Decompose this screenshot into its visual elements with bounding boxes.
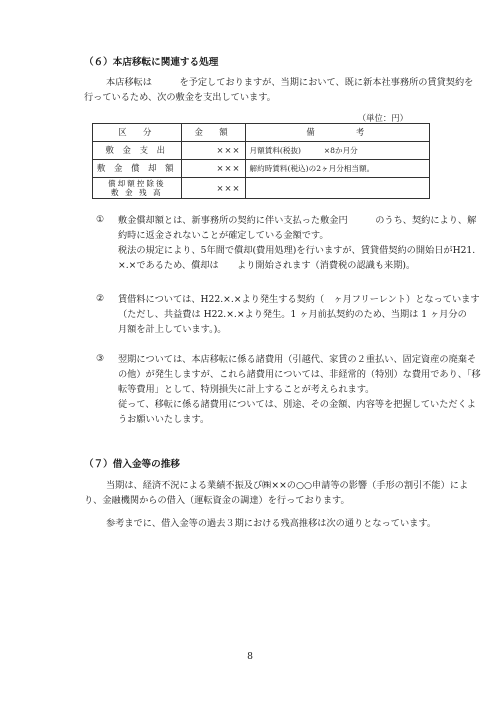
table-row	[93, 160, 430, 178]
page-number: 8	[247, 651, 253, 662]
section-7-paragraph-2	[106, 516, 436, 531]
row-note	[245, 178, 429, 199]
section-7-heading: （７）借入金等の推移	[84, 459, 180, 470]
note-2	[96, 292, 480, 337]
note-line: 賃借料については、H22.×.×より発生する契約（ ヶ月フリーレント）となっています	[118, 294, 480, 305]
row-note: 解約時賃料(税込)の2ヶ月分相当額。	[245, 160, 429, 178]
intro-line: 行っているため、次の敷金を支出しています。	[84, 92, 276, 103]
table-row	[93, 178, 430, 199]
unit-label: （単位：円）	[357, 113, 408, 123]
row-note: 月額賃料(税抜) ×8か月分	[245, 142, 429, 160]
header-category: 区 分	[93, 124, 182, 142]
header-amount: 金 額	[181, 124, 245, 142]
note-line: 敷金償却額とは、新事務所の契約に伴い支払った敷金円 のうち、契約により、解	[118, 215, 477, 226]
section-6-heading: （６）本店移転に関連する処理	[84, 57, 219, 68]
note-line: の他）が発生しますが、これら諸費用については、非経常的（特別）な費用であり、「移	[118, 369, 481, 380]
note-line: 約時に返金されないことが確定している金額です。	[118, 230, 329, 241]
intro-line: 本店移転は を予定しておりますが、当期において、既に新本社事務所の賃貸契約を	[106, 77, 474, 88]
paragraph-line: り、金融機関からの借入（運転資金の調達）を行っております。	[84, 495, 350, 506]
note-line: うお願いいたします。	[118, 414, 210, 425]
row-label-text: 償却額控除後 敷 金 残 高	[107, 179, 166, 197]
note-marker: ②	[96, 293, 105, 304]
note-line: ×.×であるため、償却は より開始されます（消費税の認識も来期)。	[118, 260, 416, 271]
paragraph-line: 当期は、経済不況による業績不振及び㈱××の○○申請等の影響（手形の割引不能）によ	[106, 480, 469, 491]
note-line: （ただし、共益費は H22.×.×より発生。1 ヶ月前払契約のため、当期は 1 ヶ月分の	[118, 309, 467, 320]
note-3	[96, 352, 481, 427]
row-amount: ×××	[181, 160, 245, 178]
paragraph-line: 参考までに、借入金等の過去３期における残高推移は次の通りとなっています。	[106, 518, 437, 529]
row-label: 敷 金 支 出	[93, 142, 182, 160]
note-line: 税法の規定により、5年間で償却(費用処理)を行いますが、賃貸借契約の開始日がH21.	[118, 245, 476, 256]
section-7-paragraph-1	[84, 478, 469, 508]
row-label: 敷 金 償 却 額	[93, 160, 182, 178]
table-row	[93, 142, 430, 160]
note-line: 従って、移転に係る諸費用については、別途、その金額、内容等を把握していただくよ	[118, 399, 476, 410]
section-6-intro	[84, 75, 474, 105]
note-marker: ①	[96, 214, 105, 225]
note-1	[96, 213, 476, 273]
row-amount: ×××	[181, 178, 245, 199]
row-label	[93, 178, 182, 199]
table-header-row	[93, 124, 430, 142]
note-marker: ③	[96, 353, 105, 364]
note-line: 転等費用」として、特別損失に計上することが考えられます。	[118, 384, 375, 395]
header-remarks: 備 考	[245, 124, 429, 142]
row-amount: ×××	[181, 142, 245, 160]
note-line: 月額を計上しています。)。	[118, 324, 227, 335]
deposit-table	[92, 123, 430, 199]
note-line: 翌期については、本店移転に係る諸費用（引越代、家賃の２重払い、固定資産の廃棄そ	[118, 354, 477, 365]
